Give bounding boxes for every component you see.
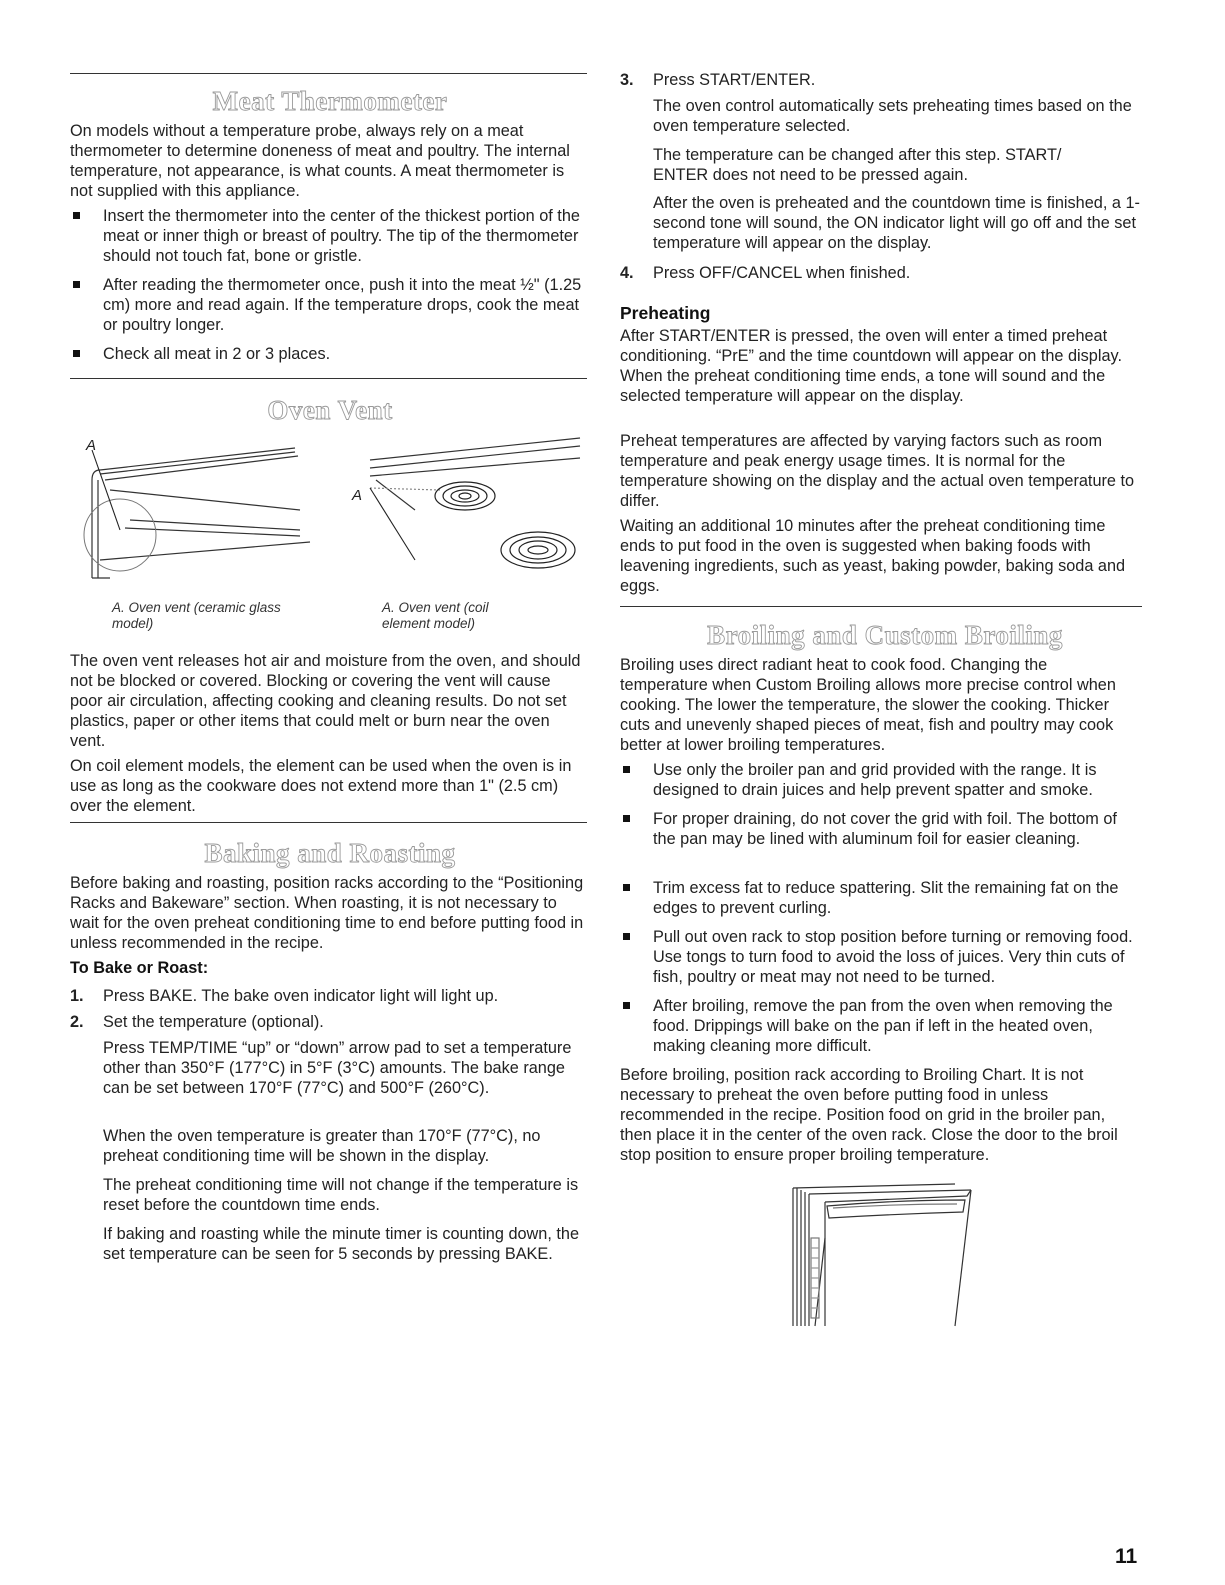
step-detail: When the oven temperature is greater than 170°F (77°C), no preheat conditioning time will be shown in the display.: [103, 1127, 541, 1165]
step-item: 1. Press BAKE. The bake oven indicator light will light up.: [70, 987, 499, 1005]
section-divider: [70, 822, 587, 823]
step-item: 2. Set the temperature (optional).: [70, 1013, 324, 1031]
bullet-icon: [623, 884, 630, 891]
bullet-icon: [623, 933, 630, 940]
oven-vent-illustration: [70, 430, 590, 590]
baking-roasting-intro: Before baking and roasting, position racks according to the “Positioning Racks and Bakeware” section. When roasting, it is not necessary to wait for the oven preheat conditioning time to end before putting food in unless recommended in the recipe.: [70, 874, 584, 952]
bullet-icon: [623, 1002, 630, 1009]
step-detail: After the oven is preheated and the countdown time is finished, a 1-second tone will sound, the ON indicator light will go off and the set temperature will appear on the display.: [653, 194, 1140, 252]
oven-vent-paragraph: On coil element models, the element can be used when the oven is in use as long as the cookware does not extend more than 1" (2.5 cm) over the element.: [70, 757, 572, 815]
step-detail: Press TEMP/TIME “up” or “down” arrow pad to set a temperature other than 350°F (177°C) in 5°F (3°C) amounts. The bake range can be set between 170°F (77°C) and 500°F (260°C).: [103, 1039, 572, 1097]
list-item: Use only the broiler pan and grid provided with the range. It is designed to drain juices and help prevent spatter and smoke.: [620, 760, 1143, 800]
bullet-icon: [73, 281, 80, 288]
page-number: 11: [1115, 1545, 1138, 1568]
meat-thermometer-heading: Meat Thermometer: [212, 86, 448, 116]
to-bake-subheading: To Bake or Roast:: [70, 959, 209, 977]
figure-label-a: A: [352, 487, 363, 504]
section-divider: [620, 606, 1142, 607]
oven-vent-heading: Oven Vent: [267, 395, 393, 425]
preheating-paragraph: Waiting an additional 10 minutes after the preheat conditioning time ends to put food in the oven is suggested when baking foods with leavening ingredients, such as yeast, baking powder, baking soda and eggs.: [620, 517, 1126, 595]
bullet-icon: [73, 350, 80, 357]
list-item: Insert the thermometer into the center of the thickest portion of the meat or inner thigh or breast of poultry. The tip of the thermometer should not touch fat, bone or gristle.: [70, 206, 583, 266]
step-detail: If baking and roasting while the minute timer is counting down, the set temperature can be seen for 5 seconds by pressing BAKE.: [103, 1225, 580, 1263]
bullet-icon: [623, 766, 630, 773]
list-item: After broiling, remove the pan from the oven when removing the food. Drippings will bake on the pan if left in the heated oven, making cleaning more difficult.: [620, 996, 1143, 1056]
section-divider: [70, 73, 587, 74]
list-item: For proper draining, do not cover the grid with foil. The bottom of the pan may be lined with aluminum foil for easier cleaning.: [620, 809, 1143, 849]
section-divider: [70, 378, 587, 379]
figure-caption-ceramic: A. Oven vent (ceramic glass model): [112, 600, 281, 631]
broil-stop-door-illustration: [785, 1178, 985, 1328]
oven-vent-paragraph: The oven vent releases hot air and moisture from the oven, and should not be blocked or covered. Blocking or covering the vent will cause poor air circulation, affecting cooking and cleaning results. Do not set plastics, paper or other items that could melt or burn near the oven vent.: [70, 652, 581, 750]
broiling-closing: Before broiling, position rack according to Broiling Chart. It is not necessary to preheat the oven before putting food in unless recommended in the recipe. Position food on grid in the broiler pan, then place it in the center of the oven rack. Close the door to the broil stop position to ensure proper broiling temperature.: [620, 1066, 1118, 1164]
broiling-heading: Broiling and Custom Broiling: [707, 620, 1063, 650]
preheating-paragraph: After START/ENTER is pressed, the oven will enter a timed preheat conditioning. “PrE” and the time countdown will appear on the display. When the preheat conditioning time ends, a tone will sound and the selected temperature will appear on the display.: [620, 327, 1122, 405]
preheating-heading: Preheating: [620, 303, 711, 323]
step-item: 3. Press START/ENTER.: [620, 71, 816, 89]
list-item: Trim excess fat to reduce spattering. Slit the remaining fat on the edges to prevent curling.: [620, 878, 1143, 918]
list-item: Check all meat in 2 or 3 places.: [70, 344, 583, 364]
ceramic-glass-vent-drawing: [84, 448, 310, 578]
broiling-intro: Broiling uses direct radiant heat to cook food. Changing the temperature when Custom Broiling allows more precise control when cooking. The lower the temperature, the slower the cooking. Thicker cuts and unevenly shaped pieces of meat, fish and poultry may cook better at lower broiling temperatures.: [620, 656, 1116, 754]
coil-element-vent-drawing: [370, 438, 580, 568]
figure-caption-coil: A. Oven vent (coil element model): [382, 600, 489, 631]
step-detail: The preheat conditioning time will not change if the temperature is reset before the countdown time ends.: [103, 1176, 579, 1214]
list-item: After reading the thermometer once, push it into the meat ½" (1.25 cm) more and read again. If the temperature drops, cook the meat or poultry longer.: [70, 275, 583, 335]
preheating-paragraph: Preheat temperatures are affected by varying factors such as room temperature and peak energy usage times. It is normal for the temperature showing on the display and the actual oven temperature to differ.: [620, 432, 1135, 510]
step-detail: The temperature can be changed after this step. START/ ENTER does not need to be pressed again.: [653, 146, 1062, 184]
meat-thermometer-intro: On models without a temperature probe, always rely on a meat thermometer to determine doneness of meat and poultry. The internal temperature, not appearance, is what counts. A meat thermometer is not supplied with this appliance.: [70, 122, 570, 200]
baking-roasting-heading: Baking and Roasting: [204, 838, 456, 868]
step-item: 4. Press OFF/CANCEL when finished.: [620, 264, 911, 282]
bullet-icon: [623, 815, 630, 822]
bullet-icon: [73, 212, 80, 219]
figure-label-a: A: [86, 437, 97, 454]
step-detail: The oven control automatically sets preheating times based on the oven temperature selected.: [653, 97, 1132, 135]
list-item: Pull out oven rack to stop position before turning or removing food. Use tongs to turn food to avoid the loss of juices. Very thin cuts of fish, poultry or meat may not need to be turned.: [620, 927, 1143, 987]
